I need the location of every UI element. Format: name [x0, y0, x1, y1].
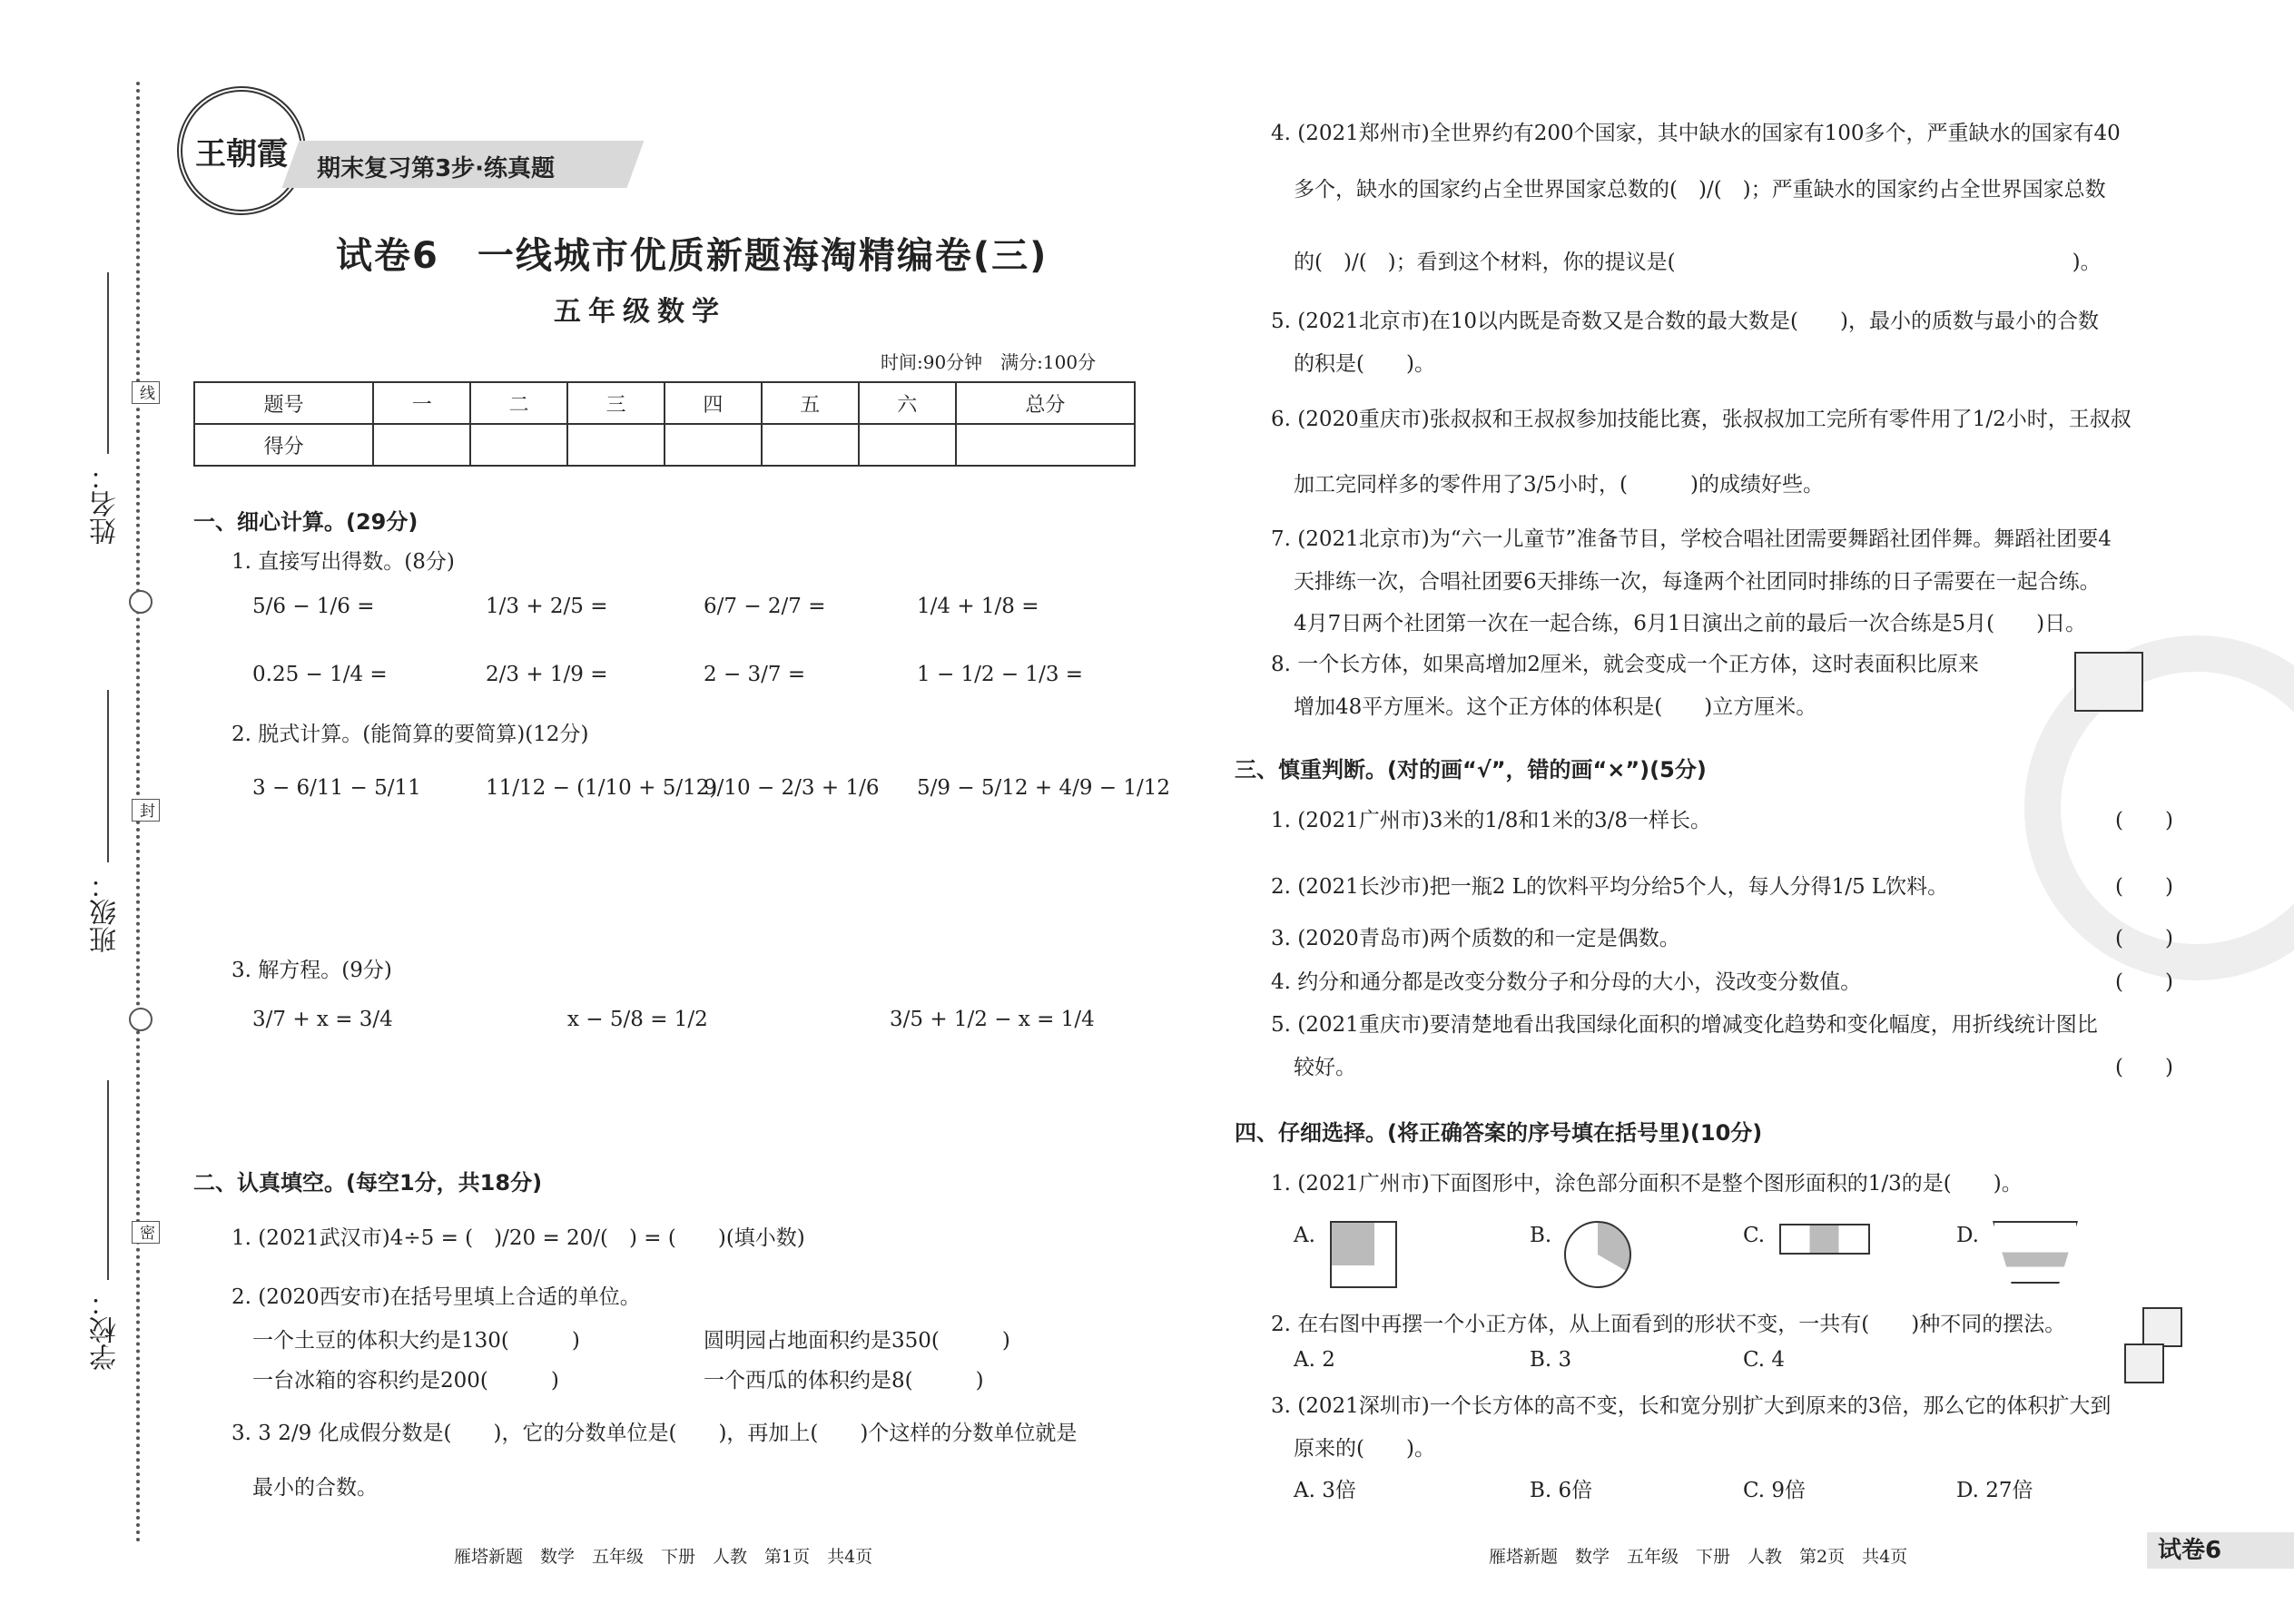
option-label: A. — [1294, 1224, 1315, 1247]
score-header-row — [194, 382, 1135, 424]
calc-item: 3 − 6/11 − 5/11 — [252, 776, 421, 800]
option-item: A. 3倍 — [1294, 1479, 1356, 1502]
score-cell[interactable] — [859, 424, 956, 466]
score-cell[interactable] — [665, 424, 762, 466]
fill-question-cont: 的积是( )。 — [1294, 352, 1435, 376]
choice-question: 3. (2021深圳市)一个长方体的高不变，长和宽分别扩大到原来的3倍，那么它的体积扩大到 — [1271, 1394, 2112, 1418]
calc-item: 6/7 − 2/7 = — [704, 595, 826, 618]
cut-mark-line: 线 — [132, 381, 160, 404]
trapezoid-figure — [1993, 1221, 2078, 1284]
table-cell: 总分 — [956, 382, 1135, 424]
answer-paren[interactable]: ( ) — [2115, 927, 2173, 950]
fill-question: 4. (2021郑州市)全世界约有200个国家，其中缺水的国家有100多个，严重缺水的国家有40 — [1271, 122, 2121, 145]
review-banner — [282, 141, 645, 188]
section-4-title: 四、仔细选择。(将正确答案的序号填在括号里)(10分) — [1235, 1120, 1763, 1146]
fill-question: 5. (2021北京市)在10以内既是奇数又是合数的最大数是( )，最小的质数与最小的合数 — [1271, 310, 2099, 333]
option-item: D. 27倍 — [1956, 1479, 2033, 1502]
fill-question-cont: 多个，缺水的国家约占全世界国家总数的( )/( )；严重缺水的国家约占全世界国家总数 — [1294, 178, 2106, 202]
school-label: 学校： — [90, 1289, 122, 1371]
cube-figure — [2074, 652, 2143, 712]
table-cell: 得分 — [194, 424, 373, 466]
option-item: C. 9倍 — [1743, 1479, 1807, 1502]
calc-item: 2/3 + 1/9 = — [486, 663, 608, 686]
section-1-title: 一、细心计算。(29分) — [193, 509, 418, 535]
calc-item: 1/3 + 2/5 = — [486, 595, 608, 618]
fill-question: 6. (2020重庆市)张叔叔和王叔叔参加技能比赛，张叔叔加工完所有零件用了1/2小时，王叔叔 — [1271, 408, 2132, 431]
choice-question: 2. 在右图中再摆一个小正方体，从上面看到的形状不变，一共有( )种不同的摆法。 — [1271, 1313, 2066, 1336]
section-3-title: 三、慎重判断。(对的画“√”，错的画“×”)(5分) — [1235, 757, 1707, 782]
equation-item: 3/7 + x = 3/4 — [252, 1008, 393, 1031]
option-label: D. — [1956, 1224, 1979, 1247]
option-item: B. 6倍 — [1530, 1479, 1593, 1502]
judge-item-cont: 较好。 — [1294, 1056, 1356, 1079]
calc-item: 1/4 + 1/8 = — [917, 595, 1039, 618]
option-item: A. 2 — [1294, 1348, 1335, 1372]
name-label: 姓名： — [90, 463, 122, 545]
school-blank — [107, 1080, 109, 1280]
judge-item: 1. (2021广州市)3米的1/8和1米的3/8一样长。 — [1271, 809, 1712, 832]
calc-item: 11/12 − (1/10 + 5/12) — [486, 776, 718, 800]
time-info: 时间:90分钟 满分:100分 — [881, 351, 1097, 373]
paper-tag: 试卷6 — [2147, 1532, 2294, 1569]
grid-figure — [1330, 1221, 1397, 1288]
calc-item: 0.25 − 1/4 = — [252, 663, 388, 686]
table-cell: 五 — [762, 382, 859, 424]
option-item: C. 4 — [1743, 1348, 1786, 1372]
cube-stack-figure — [2142, 1307, 2182, 1347]
calc-item: 2 − 3/7 = — [704, 663, 806, 686]
bar-figure — [1779, 1224, 1870, 1255]
option-label: C. — [1743, 1224, 1766, 1247]
cut-mark-seal: 封 — [132, 799, 160, 822]
calc-item: 1 − 1/2 − 1/3 = — [917, 663, 1084, 686]
fill-item: 一个土豆的体积大约是130( ) — [252, 1329, 580, 1353]
fill-item: 圆明园占地面积约是350( ) — [704, 1329, 1010, 1353]
fill-question: 7. (2021北京市)为“六一儿童节”准备节目，学校合唱社团需要舞蹈社团伴舞。舞蹈社团要4 — [1271, 527, 2112, 551]
score-cell[interactable] — [956, 424, 1135, 466]
section-2-title: 二、认真填空。(每空1分，共18分) — [193, 1170, 543, 1196]
fill-question-cont: 的( )/( )；看到这个材料，你的提议是( )。 — [1294, 251, 2102, 274]
choice-question-cont: 原来的( )。 — [1294, 1437, 1435, 1461]
judge-item: 2. (2021长沙市)把一瓶2 L的饮料平均分给5个人，每人分得1/5 L饮料。 — [1271, 875, 1949, 899]
fill-question: 2. (2020西安市)在括号里填上合适的单位。 — [231, 1285, 641, 1309]
score-cell[interactable] — [470, 424, 567, 466]
score-cell[interactable] — [567, 424, 665, 466]
exam-subtitle: 五年级数学 — [554, 296, 726, 328]
judge-item: 4. 约分和通分都是改变分数分子和分母的大小，没改变分数值。 — [1271, 970, 1862, 994]
calc-item: 9/10 − 2/3 + 1/6 — [704, 776, 880, 800]
answer-paren[interactable]: ( ) — [2115, 875, 2173, 899]
name-blank — [107, 272, 109, 454]
table-cell: 三 — [567, 382, 665, 424]
class-blank — [107, 690, 109, 862]
class-label: 班级： — [90, 871, 122, 953]
score-value-row — [194, 424, 1135, 466]
fill-item: 一台冰箱的容积约是200( ) — [252, 1369, 559, 1393]
calc-item: 5/9 − 5/12 + 4/9 − 1/12 — [917, 776, 1171, 800]
table-cell: 一 — [373, 382, 470, 424]
score-cell[interactable] — [762, 424, 859, 466]
table-cell: 二 — [470, 382, 567, 424]
option-label: B. — [1530, 1224, 1552, 1247]
equation-item: 3/5 + 1/2 − x = 1/4 — [890, 1008, 1095, 1031]
fill-question: 8. 一个长方体，如果高增加2厘米，就会变成一个正方体，这时表面积比原来 — [1271, 653, 1979, 676]
binding-hole — [129, 1008, 153, 1031]
exam-title: 试卷6 一线城市优质新题海淘精编卷(三) — [336, 235, 1049, 277]
fill-question-cont: 4月7日两个社团第一次在一起合练，6月1日演出之前的最后一次合练是5月( )日。 — [1294, 612, 2087, 635]
question-1-1: 1. 直接写出得数。(8分) — [231, 550, 455, 574]
option-item: B. 3 — [1530, 1348, 1572, 1372]
table-cell: 六 — [859, 382, 956, 424]
right-page — [1207, 0, 2294, 1624]
answer-paren[interactable]: ( ) — [2115, 1056, 2173, 1079]
score-table — [193, 381, 1136, 467]
answer-paren[interactable]: ( ) — [2115, 970, 2173, 994]
pie-figure — [1564, 1221, 1631, 1288]
fill-question: 3. 3 2/9 化成假分数是( )，它的分数单位是( )，再加上( )个这样的分数单位就是 — [231, 1422, 1078, 1445]
question-1-3: 3. 解方程。(9分) — [231, 959, 392, 982]
calc-item: 5/6 − 1/6 = — [252, 595, 375, 618]
choice-question: 1. (2021广州市)下面图形中，涂色部分面积不是整个图形面积的1/3的是( )。 — [1271, 1172, 2023, 1196]
fill-item: 一个西瓜的体积约是8( ) — [704, 1369, 984, 1393]
banner-text: 期末复习第3步·练真题 — [317, 155, 556, 182]
judge-item: 5. (2021重庆市)要清楚地看出我国绿化面积的增减变化趋势和变化幅度，用折线统计图比 — [1271, 1013, 2098, 1037]
fill-question-cont: 增加48平方厘米。这个正方体的体积是( )立方厘米。 — [1294, 695, 1817, 719]
table-cell: 题号 — [194, 382, 373, 424]
fill-question-cont: 最小的合数。 — [252, 1476, 378, 1500]
fill-question-cont: 加工完同样多的零件用了3/5小时，( )的成绩好些。 — [1294, 473, 1824, 497]
equation-item: x − 5/8 = 1/2 — [567, 1008, 708, 1031]
binding-hole — [129, 590, 153, 614]
page-footer-left: 雁塔新题 数学 五年级 下册 人教 第1页 共4页 — [454, 1547, 873, 1567]
question-1-2: 2. 脱式计算。(能简算的要简算)(12分) — [231, 723, 589, 746]
answer-paren[interactable]: ( ) — [2115, 809, 2173, 832]
page-footer-right: 雁塔新题 数学 五年级 下册 人教 第2页 共4页 — [1489, 1547, 1908, 1567]
score-cell[interactable] — [373, 424, 470, 466]
cut-mark-secret: 密 — [132, 1221, 160, 1244]
judge-item: 3. (2020青岛市)两个质数的和一定是偶数。 — [1271, 927, 1680, 950]
fill-question: 1. (2021武汉市)4÷5 = ( )/20 = 20/( ) = ( )(填小数) — [231, 1226, 805, 1250]
table-cell: 四 — [665, 382, 762, 424]
cube-stack-figure — [2124, 1343, 2164, 1383]
brand-logo: 王朝霞 — [177, 86, 306, 215]
fill-question-cont: 天排练一次，合唱社团要6天排练一次，每逢两个社团同时排练的日子需要在一起合练。 — [1294, 570, 2101, 594]
